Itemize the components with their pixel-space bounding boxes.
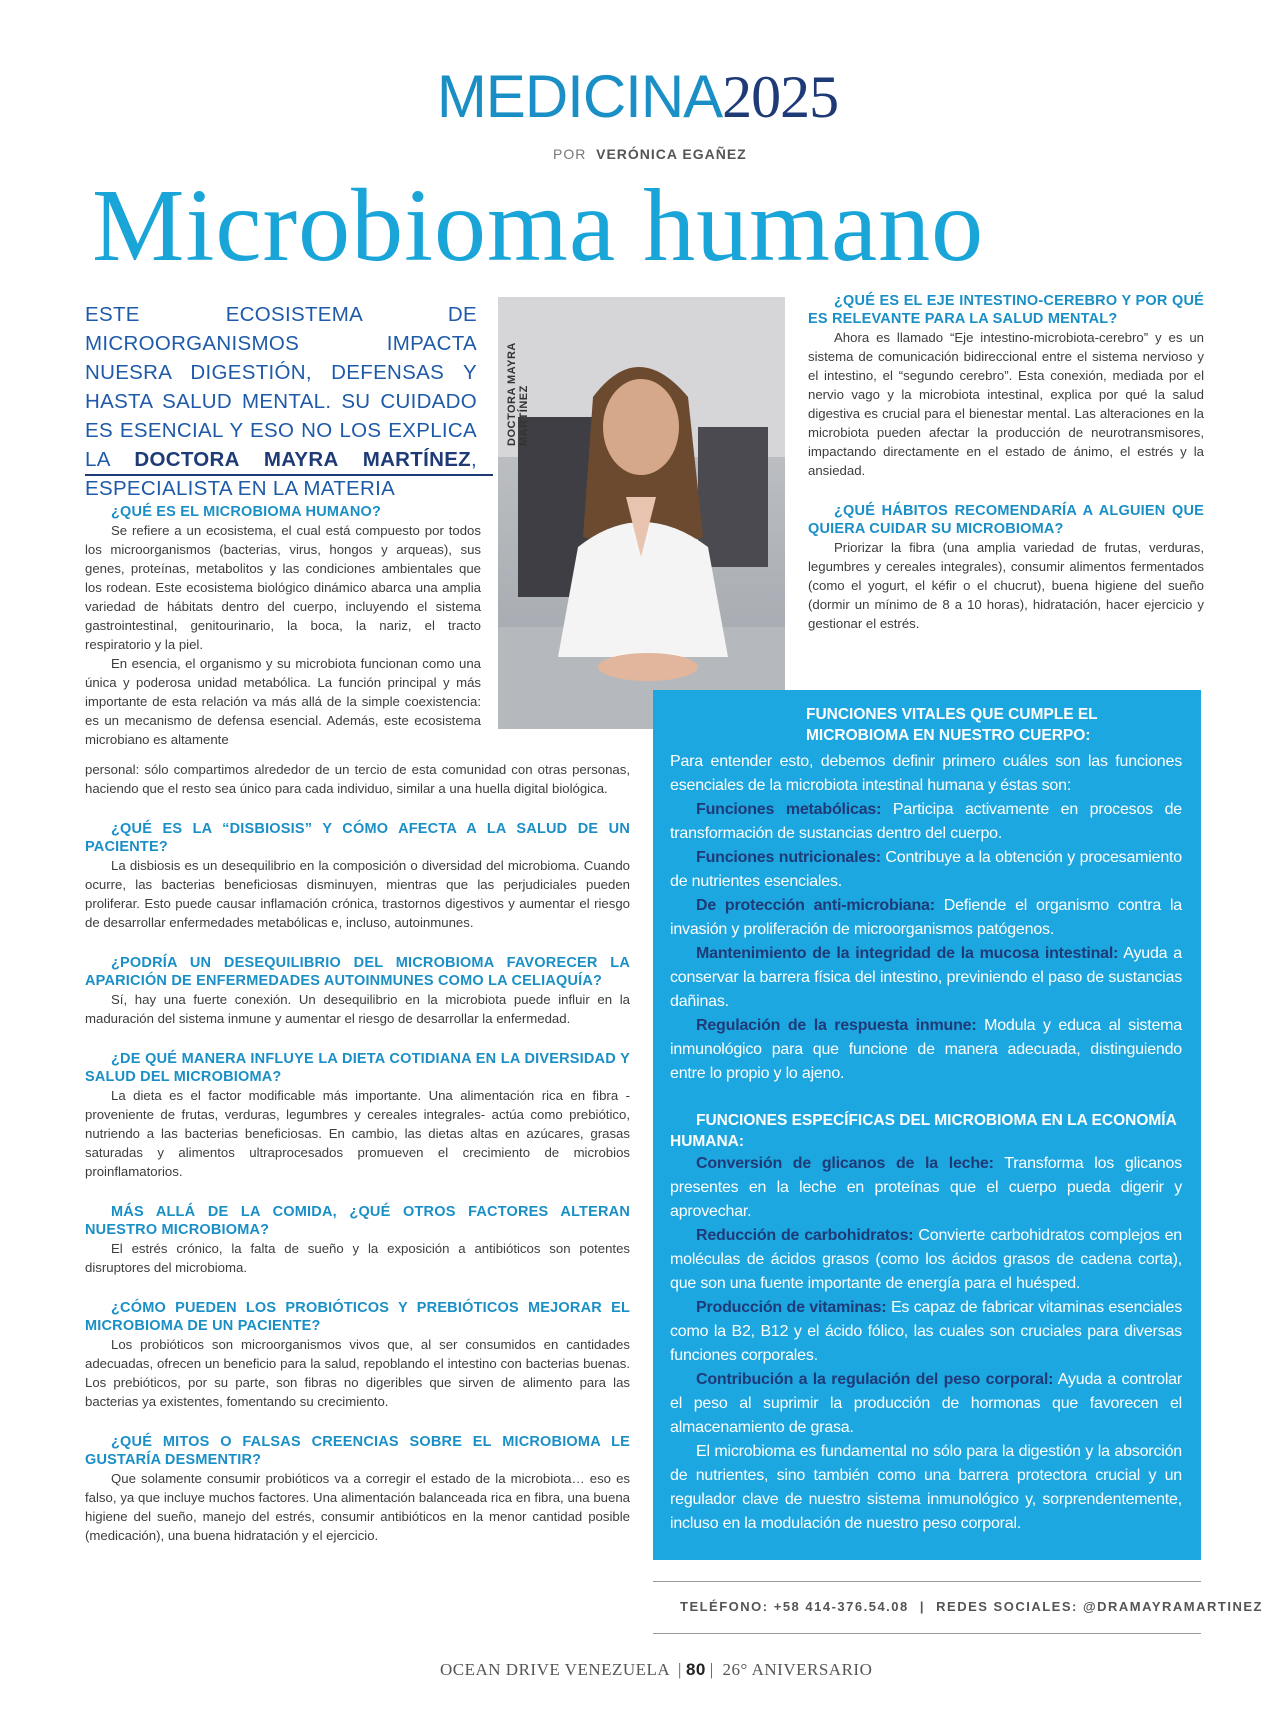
box-item-text: Ayuda a conservar la barrera física del intestino, previniendo el paso de sustancias dañinas.	[670, 945, 1182, 1010]
box-item-label: Conversión de glicanos de la leche:	[696, 1155, 994, 1172]
answer-paragraph: El estrés crónico, la falta de sueño y la exposición a antibióticos son potentes disruptores del microbioma.	[85, 1241, 630, 1275]
answer-paragraph: Priorizar la fibra (una amplia variedad de frutas, verduras, legumbres y cereales integrales), consumir alimentos fermentados (como el yogurt, el kéfir o el chucrut), buena higiene del sueño (dormir un mínimo de 8 a 10 horas), hidratación, hacer ejercicio y gestionar el estrés.	[808, 540, 1204, 631]
box-item-text: Participa activamente en procesos de transformación de sustancias dentro del cuerpo.	[670, 801, 1182, 842]
box-item-label: Regulación de la respuesta inmune:	[696, 1017, 977, 1034]
box-list-item	[670, 846, 1182, 894]
answer-paragraph: Sí, hay una fuerte conexión. Un desequilibrio en la microbiota puede influir en la maduración del sistema inmune y aumentar el riesgo de desarrollar la enfermedad.	[85, 992, 630, 1026]
answer-paragraph: Los probióticos son microorganismos vivos que, al ser consumidos en cantidades adecuadas, ofrecen un beneficio para la salud, repoblando el intestino con bacterias buenas. Los prebióticos, por su parte, son fibras no digeribles que sirven de alimento para las bacterias ya existentes, fomentando su crecimiento.	[85, 1337, 630, 1409]
box-item-text: Es capaz de fabricar vitaminas esenciales como la B2, B12 y el ácido fólico, las cuales son cruciales para diversas funciones corporales.	[670, 1299, 1183, 1364]
box-item-text: Ayuda a controlar el peso al suprimir la producción de hormonas que favorecen el almacenamiento de grasa.	[670, 1371, 1182, 1436]
box-item-text: Defiende el organismo contra la invasión y proliferación de microorganismos patógenos.	[670, 897, 1182, 938]
box-item-label: Reducción de carbohidratos:	[696, 1227, 914, 1244]
section-header	[0, 62, 1275, 132]
box-list-item	[670, 1224, 1182, 1296]
box-item-label: Funciones metabólicas:	[696, 801, 882, 818]
answer-paragraph: Ahora es llamado “Eje intestino-microbiota-cerebro” y es un sistema de comunicación bidireccional entre el sistema nervioso y el intestino, el “segundo cerebro”. Esta conexión, mediada por el nervio vago y la microbiota intestinal, explica por qué la salud digestiva es crucial para el bienestar mental. Las alteraciones en la microbiota pueden afectar la producción de neurotransmisores, impactando directamente en el estado de ánimo, el estrés y la ansiedad.	[808, 330, 1204, 478]
intro-deck: ESTE ECOSISTEMA DE MICROORGANISMOS IMPACTA NUESRA DIGESTIÓN, DEFENSAS Y HASTA SALUD MENTAL. SU CUIDADO ES ESENCIAL Y ESO NO LOS EXPLICA LA DOCTORA MAYRA MARTÍNEZ, ESPECIALISTA EN LA MATERIA	[85, 303, 477, 500]
contact-rule-top	[653, 1581, 1201, 1582]
box-item-label: Mantenimiento de la integridad de la mucosa intestinal:	[696, 945, 1119, 962]
box-heading: FUNCIONES ESPECÍFICAS DEL MICROBIOMA EN LA ECONOMÍA HUMANA:	[670, 1112, 1177, 1150]
doctor-photo	[498, 297, 785, 729]
question-heading: ¿CÓMO PUEDEN LOS PROBIÓTICOS Y PREBIÓTICOS MEJORAR EL MICROBIOMA DE UN PACIENTE?	[85, 1300, 630, 1334]
intro-divider	[85, 474, 493, 476]
box-list-specific	[670, 1152, 1182, 1440]
box-heading: FUNCIONES VITALES QUE CUMPLE EL MICROBIOMA EN NUESTRO CUERPO:	[806, 706, 1098, 744]
contact-rule-bottom	[653, 1633, 1201, 1634]
left-column-main	[85, 760, 630, 1545]
answer-paragraph: Se refiere a un ecosistema, el cual está compuesto por todos los microorganismos (bacterias, virus, hongos y arqueas), sus genes, proteínas, metabolitos y las condiciones ambientales que los rodean. Este ecosistema biológico dinámico abarca una amplia variedad de hábitats dentro del cuerpo, incluyendo el sistema gastrointestinal, genitourinario, la boca, la nariz, el tracto respiratorio y la piel.	[85, 523, 481, 652]
byline: POR VERÓNICA EGAÑEZ	[553, 146, 747, 162]
box-list-item	[670, 1296, 1182, 1368]
box-item-text: Transforma los glicanos presentes en la leche en proteínas que el cuerpo pueda digerir y aprovechar.	[670, 1155, 1182, 1220]
question-heading: ¿QUÉ ES EL EJE INTESTINO-CEREBRO Y POR QUÉ ES RELEVANTE PARA LA SALUD MENTAL?	[808, 293, 1204, 327]
box-list-item	[670, 1014, 1182, 1086]
question-heading: ¿QUÉ MITOS O FALSAS CREENCIAS SOBRE EL MICROBIOMA LE GUSTARÍA DESMENTIR?	[85, 1434, 630, 1468]
question-heading: MÁS ALLÁ DE LA COMIDA, ¿QUÉ OTROS FACTORES ALTERAN NUESTRO MICROBIOMA?	[85, 1204, 630, 1238]
author-name: VERÓNICA EGAÑEZ	[596, 146, 747, 162]
answer-paragraph: La dieta es el factor modificable más importante. Una alimentación rica en fibra -proveniente de frutas, verduras, legumbres y cereales integrales- actúa como prebiótico, nutriendo a las bacterias beneficiosas. En cambio, las dietas altas en azúcares, grasas saturadas y alimentos ultraprocesados promueven el crecimiento de microbios proinflamatorios.	[85, 1088, 630, 1179]
photo-caption: DOCTORA MAYRA MARTÍNEZ	[506, 342, 530, 446]
answer-paragraph: Que solamente consumir probióticos va a corregir el estado de la microbiota… eso es falso, ya que incluye muchos factores. Una alimentación balanceada rica en fibra, una buena higiene del sueño, manejo del estrés, consumir antibióticos en la menor cantidad posible (medicación), una buena hidratación y el ejercicio.	[85, 1471, 630, 1543]
box-item-text: Convierte carbohidratos complejos en moléculas de ácidos grasos (como los ácidos grasos de cadena corta), que son una fuente importante de energía para el huésped.	[670, 1227, 1182, 1292]
magazine-name: OCEAN DRIVE VENEZUELA	[440, 1660, 670, 1679]
page-title: Microbioma humano	[92, 168, 985, 283]
page-footer: OCEAN DRIVE VENEZUELA | 80 | 26° ANIVERSARIO	[440, 1660, 873, 1679]
page-number: 80	[685, 1660, 706, 1679]
box-paragraph: Para entender esto, debemos definir primero cuáles son las funciones esenciales de la microbiota intestinal humana y éstas son:	[670, 753, 1182, 794]
right-column-top	[808, 292, 1204, 633]
box-list-item	[670, 1368, 1182, 1440]
edition-label: 26° ANIVERSARIO	[722, 1660, 873, 1679]
social-handle[interactable]: @DRAMAYRAMARTINEZ	[1082, 1599, 1263, 1614]
box-closing-paragraph: El microbioma es fundamental no sólo para la digestión y la absorción de nutrientes, sino también como una barrera protectora crucial y un regulador clave de nuestro sistema inmunológico y, sorprendentemente, incluso en la modulación de nuestro peso corporal.	[670, 1443, 1182, 1532]
box-item-label: De protección anti-microbiana:	[696, 897, 935, 914]
box-item-label: Contribución a la regulación del peso corporal:	[696, 1371, 1054, 1388]
question-heading: ¿QUÉ ES LA “DISBIOSIS” Y CÓMO AFECTA A LA SALUD DE UN PACIENTE?	[85, 821, 630, 855]
box-list-item	[670, 942, 1182, 1014]
answer-paragraph: personal: sólo compartimos alrededor de un tercio de esta comunidad con otras personas, haciendo que el resto sea único para cada individuo, similar a una huella digital biológica.	[85, 762, 630, 796]
box-item-label: Producción de vitaminas:	[696, 1299, 887, 1316]
box-list-item	[670, 798, 1182, 846]
functions-box-content	[670, 704, 1182, 1536]
question-heading: ¿QUÉ ES EL MICROBIOMA HUMANO?	[111, 504, 382, 520]
answer-paragraph: En esencia, el organismo y su microbiota funcionan como una única y poderosa unidad metabólica. La función principal y más importante de esta relación va más allá de la simple coexistencia: es un mecanismo de defensa esencial. Además, este ecosistema microbiano es altamente	[85, 656, 481, 747]
answer-paragraph: La disbiosis es un desequilibrio en la composición o diversidad del microbioma. Cuando ocurre, las bacterias beneficiosas disminuyen, mientras que las perjudiciales pueden proliferar. Esto puede causar inflamación crónica, trastornos digestivos y aumentar el riesgo de desarrollar enfermedades metabólicas e, incluso, autoinmunes.	[85, 858, 630, 930]
question-heading: ¿PODRÍA UN DESEQUILIBRIO DEL MICROBIOMA FAVORECER LA APARICIÓN DE ENFERMEDADES AUTOINMUNES COMO LA CELIAQUÍA?	[85, 955, 630, 989]
box-list-item	[670, 1152, 1182, 1224]
phone-number[interactable]: +58 414-376.54.08	[773, 1599, 909, 1614]
box-item-text: Contribuye a la obtención y procesamiento de nutrientes esenciales.	[670, 849, 1182, 890]
box-list-vital	[670, 798, 1182, 1086]
section-name: MEDICINA	[436, 63, 723, 130]
box-item-label: Funciones nutricionales:	[696, 849, 881, 866]
doctor-name: DOCTORA MAYRA MARTÍNEZ	[134, 448, 471, 471]
question-heading: ¿DE QUÉ MANERA INFLUYE LA DIETA COTIDIANA EN LA DIVERSIDAD Y SALUD DEL MICROBIOMA?	[85, 1051, 630, 1085]
question-heading: ¿QUÉ HÁBITOS RECOMENDARÍA A ALGUIEN QUE QUIERA CUIDAR SU MICROBIOMA?	[808, 503, 1204, 537]
left-column-top	[85, 503, 481, 749]
doctor-portrait-illustration	[498, 297, 785, 729]
box-item-text: Modula y educa al sistema inmunológico para que funcione de manera adecuada, distinguiendo entre lo propio y lo ajeno.	[670, 1017, 1182, 1082]
section-year: 2025	[722, 64, 839, 130]
box-list-item	[670, 894, 1182, 942]
contact-line: TELÉFONO: +58 414-376.54.08 | REDES SOCIALES: @DRAMAYRAMARTINEZ	[680, 1599, 1263, 1614]
